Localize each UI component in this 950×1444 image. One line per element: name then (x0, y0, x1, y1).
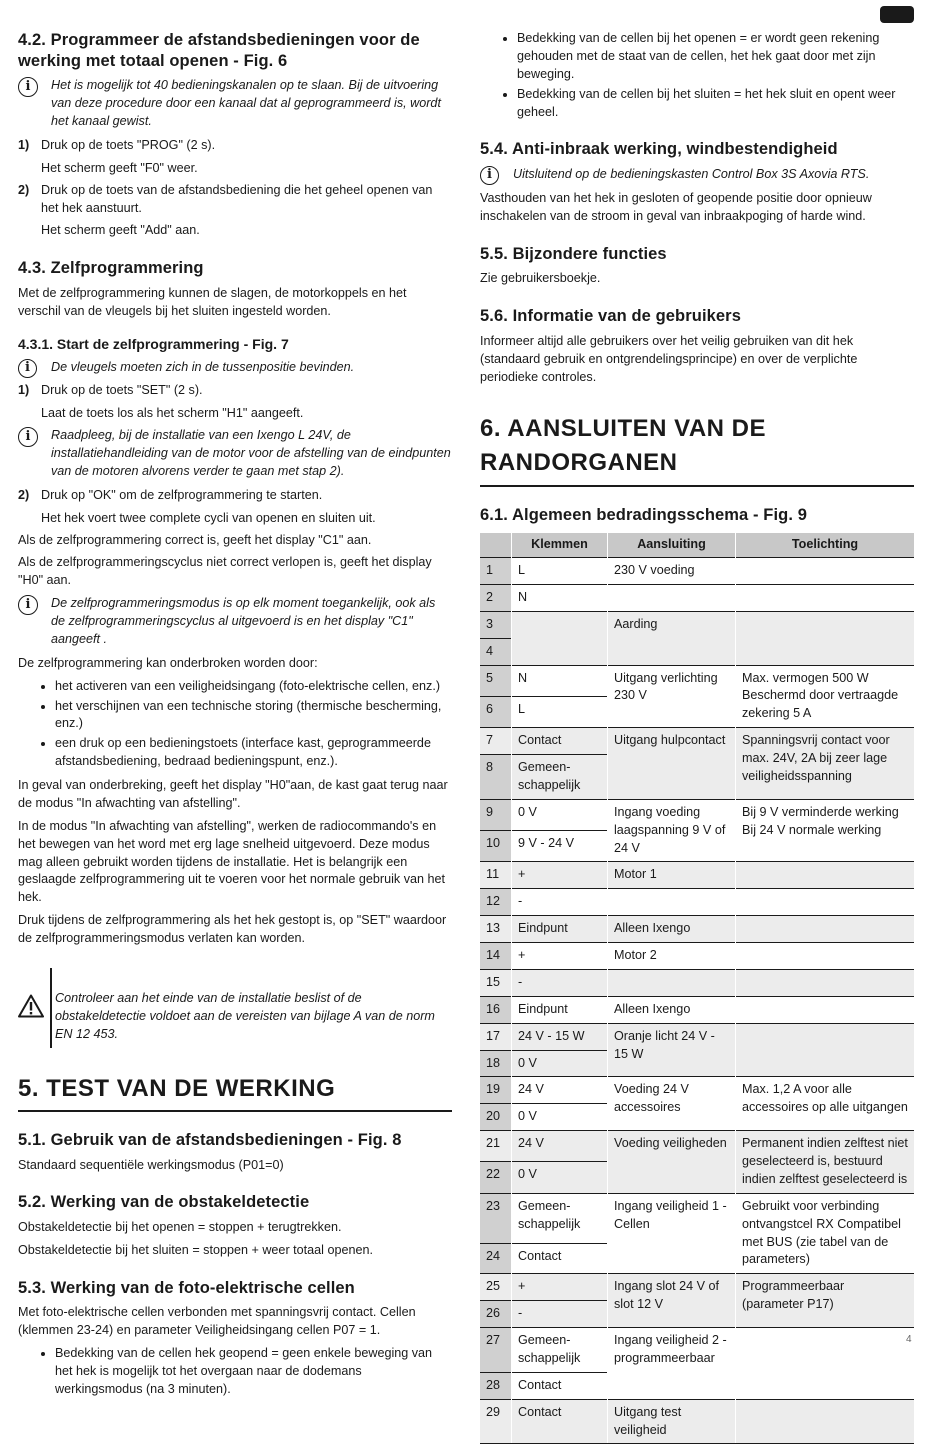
step-text: Druk op de toets van de afstandsbediening die het geheel openen van het hek aanstuurt. (41, 182, 433, 215)
info-note (18, 595, 452, 649)
terminal-number: 1 (480, 558, 512, 585)
connection: Ingang veiligheid 1 - Cellen (608, 1193, 736, 1274)
terminal-label: 24 V (512, 1077, 608, 1104)
header-klemmen: Klemmen (512, 533, 608, 557)
step-result: Het hek voert twee complete cycli van openen en sluiten uit. (41, 510, 376, 525)
table-row (480, 728, 914, 755)
terminal-label: 24 V (512, 1131, 608, 1162)
remark: Permanent indien zelftest niet geselecteerd is, bestuurd indien zelftest geselecteerd is (736, 1131, 915, 1194)
terminal-label: 0 V (512, 799, 608, 830)
paragraph: Informeer altijd alle gebruikers over het veilig gebruiken van dit hek (standaard gebruik en ontgrendelingsprincipe) en over de verplichte periodieke controles. (480, 333, 858, 384)
paragraph: Als de zelfprogrammeringscyclus niet correct verlopen is, geeft het display "H0" aan. (18, 555, 432, 588)
terminal-label: L (512, 558, 608, 585)
info-note (18, 359, 452, 377)
note-text: De zelfprogrammeringsmodus is op elk moment toegankelijk, ook als de zelfprogrammeringscyclus al uitgevoerd is en het display "C1" aangeeft . (51, 596, 436, 646)
warning-bar (50, 968, 52, 1048)
table-row (480, 1328, 914, 1373)
info-icon: i (480, 166, 499, 185)
header-toelichting: Toelichting (736, 533, 915, 557)
connection (608, 889, 736, 916)
step (18, 382, 452, 423)
connection: Alleen Ixengo (608, 996, 736, 1023)
paragraph: Vasthouden van het hek in gesloten of geopende positie door opnieuw inschakelen van de stroom in geval van inbraakpoging of harde wind. (480, 190, 872, 223)
step (18, 487, 452, 528)
step-result: Het scherm geeft "F0" weer. (41, 160, 198, 175)
section-4-2-title: 4.2. Programmeer de afstandsbedieningen voor de werking met totaal openen - Fig. 6 (18, 31, 420, 70)
terminal-label: Gemeen-schappelijk (512, 755, 608, 800)
connection: Alleen Ixengo (608, 916, 736, 943)
info-note (18, 77, 452, 131)
bullet-list (480, 30, 914, 121)
remark: Programmeerbaar (parameter P17) (736, 1274, 915, 1328)
note-text: Uitsluitend op de bedieningskasten Control Box 3S Axovia RTS. (513, 167, 870, 181)
warning-block (18, 968, 452, 1046)
warning-icon (18, 994, 44, 1018)
info-icon: i (18, 77, 38, 97)
page-number: 4 (906, 1334, 912, 1345)
terminal-number: 4 (480, 638, 512, 665)
note-text: Raadpleeg, bij de installatie van een Ixengo L 24V, de installatiehandleiding van de motor voor de afstelling van de eindpunten van de motoren alvorens verder te gaan met stap 2). (51, 428, 451, 478)
terminal-number: 23 (480, 1193, 512, 1243)
terminal-number: 14 (480, 943, 512, 970)
remark: Max. vermogen 500 W Beschermd door vertraagde zekering 5 A (736, 665, 915, 728)
terminal-number: 13 (480, 916, 512, 943)
terminal-label: Contact (512, 1399, 608, 1444)
remark (736, 969, 915, 996)
connection: Aarding (608, 611, 736, 665)
section-4-3-1-title: 4.3.1. Start de zelfprogrammering - Fig. 7 (18, 335, 289, 352)
info-note (480, 166, 914, 184)
info-icon: i (18, 595, 38, 615)
connection: 230 V voeding (608, 558, 736, 585)
language-tab (880, 6, 914, 23)
terminal-label: Contact (512, 1372, 608, 1399)
step-result: Laat de toets los als het scherm "H1" aangeeft. (41, 406, 304, 421)
remark (736, 1399, 915, 1444)
terminal-number: 27 (480, 1328, 512, 1373)
terminal-label: + (512, 862, 608, 889)
remark (736, 889, 915, 916)
terminal-number: 20 (480, 1104, 512, 1131)
paragraph: Met foto-elektrische cellen verbonden met spanningsvrij contact. Cellen (klemmen 23-24) en parameter Veiligheidsingang cellen P07 = 1. (18, 1305, 416, 1338)
connection: Uitgang test veiligheid (608, 1399, 736, 1444)
connection: Uitgang verlichting 230 V (608, 665, 736, 728)
section-5-2-title: 5.2. Werking van de obstakeldetectie (18, 1193, 310, 1212)
terminal-label: Gemeen-schappelijk (512, 1193, 608, 1243)
table-row (480, 558, 914, 585)
warning-text: Controleer aan het einde van de installatie beslist of de obstakeldetectie voldoet aan de vereisten van bijlage A van de norm EN 12 453. (55, 990, 435, 1041)
table-row (480, 862, 914, 889)
table-row (480, 1399, 914, 1444)
table-row (480, 996, 914, 1023)
terminal-label: Contact (512, 1244, 608, 1274)
table-header (480, 533, 914, 557)
terminal-number: 10 (480, 831, 512, 862)
terminal-number: 25 (480, 1274, 512, 1301)
remark (736, 916, 915, 943)
connection (608, 584, 736, 611)
list-item: • het activeren van een veiligheidsingang (foto-elektrische cellen, enz.) (55, 678, 452, 696)
remark (736, 862, 915, 889)
list-item: • het verschijnen van een technische storing (thermische bescherming, enz.) (55, 698, 452, 734)
terminal-number: 18 (480, 1050, 512, 1077)
paragraph: De zelfprogrammering kan onderbroken worden door: (18, 655, 318, 670)
remark (736, 996, 915, 1023)
connection: Ingang voeding laagspanning 9 V of 24 V (608, 799, 736, 862)
terminal-label: Contact (512, 728, 608, 755)
remark: Bij 9 V verminderde werking Bij 24 V normale werking (736, 799, 915, 862)
info-note (18, 427, 452, 481)
table-row (480, 969, 914, 996)
bullet-list (18, 678, 452, 771)
left-column (18, 30, 452, 1405)
terminal-number: 3 (480, 611, 512, 638)
terminal-number: 7 (480, 728, 512, 755)
header-aansluiting: Aansluiting (608, 533, 736, 557)
step (18, 137, 452, 178)
terminal-number: 15 (480, 969, 512, 996)
connection (608, 969, 736, 996)
section-6-1-title: 6.1. Algemeen bedradingsschema - Fig. 9 (480, 505, 807, 524)
list-item: • Bedekking van de cellen bij het openen = er wordt geen rekening gehouden met de staat van de cellen, het hek gaat door met zijn beweging. (517, 30, 914, 84)
paragraph: In de modus "In afwachting van afstelling", werken de radiocommando's en het bewegen van het word met erg lage snelheid uitgevoerd. Deze modus mag alleen gebruikt worden tijdens de installatie. Het is belangrijk een geslaagde zelfprogrammering uit te voeren voor het normale gebruik van het hek. (18, 818, 446, 905)
remark: Spanningsvrij contact voor max. 24V, 2A bij zeer lage veiligheidsspanning (736, 728, 915, 800)
terminal-label (512, 611, 608, 665)
table-row (480, 665, 914, 696)
step-result: Het scherm geeft "Add" aan. (41, 223, 200, 238)
info-icon: i (18, 359, 37, 378)
info-icon: i (18, 427, 38, 447)
connection: Motor 1 (608, 862, 736, 889)
remark: Max. 1,2 A voor alle accessoires op alle uitgangen (736, 1077, 915, 1131)
step-number: 1) (18, 137, 30, 152)
chapter-5-title: 5. TEST VAN DE WERKING (18, 1072, 452, 1112)
chapter-6-title: 6. AANSLUITEN VAN DE RANDORGANEN (480, 412, 914, 486)
terminal-label: 9 V - 24 V (512, 831, 608, 862)
paragraph: In geval van onderbreking, geeft het display "H0"aan, de kast gaat terug naar de modus "In afwachting van afstelling". (18, 778, 448, 810)
terminal-number: 21 (480, 1131, 512, 1162)
section-5-3-title: 5.3. Werking van de foto-elektrische cellen (18, 1278, 355, 1297)
table-row (480, 1131, 914, 1162)
terminal-number: 8 (480, 755, 512, 800)
section-5-6-title: 5.6. Informatie van de gebruikers (480, 307, 741, 326)
step-number: 2) (18, 487, 30, 502)
terminal-label: 24 V - 15 W (512, 1023, 608, 1050)
terminal-label: + (512, 1274, 608, 1301)
paragraph: Zie gebruikersboekje. (480, 271, 601, 286)
remark (736, 943, 915, 970)
connection: Uitgang hulpcontact (608, 728, 736, 800)
table-row (480, 799, 914, 830)
section-5-1-title: 5.1. Gebruik van de afstandsbedieningen - Fig. 8 (18, 1130, 402, 1149)
section-5-5-title: 5.5. Bijzondere functies (480, 244, 667, 263)
list-item: • Bedekking van de cellen bij het sluiten = het hek sluit en opent weer geheel. (517, 86, 914, 122)
terminal-number: 16 (480, 996, 512, 1023)
remark (736, 1328, 915, 1400)
terminal-label: N (512, 665, 608, 696)
table-row (480, 1274, 914, 1301)
paragraph: Standaard sequentiële werkingsmodus (P01=0) (18, 1157, 284, 1172)
terminal-label: Gemeen-schappelijk (512, 1328, 608, 1373)
connection: Motor 2 (608, 943, 736, 970)
paragraph: Druk tijdens de zelfprogrammering als het hek gestopt is, op "SET" waardoor de zelfprogrammeringsmodus verlaten kan worden. (18, 913, 447, 945)
table-row (480, 584, 914, 611)
terminal-label: - (512, 1301, 608, 1328)
table-row (480, 916, 914, 943)
terminal-number: 2 (480, 584, 512, 611)
table-row (480, 889, 914, 916)
terminal-number: 17 (480, 1023, 512, 1050)
terminal-label: - (512, 889, 608, 916)
connection: Voeding 24 V accessoires (608, 1077, 736, 1131)
terminal-number: 26 (480, 1301, 512, 1328)
connection: Ingang slot 24 V of slot 12 V (608, 1274, 736, 1328)
remark: Gebruikt voor verbinding ontvangstcel RX Compatibel met BUS (zie tabel van de parameters) (736, 1193, 915, 1274)
remark (736, 558, 915, 585)
table-row (480, 1193, 914, 1243)
terminal-number: 22 (480, 1162, 512, 1193)
section-5-4-title: 5.4. Anti-inbraak werking, windbestendigheid (480, 140, 838, 159)
step-number: 2) (18, 182, 30, 197)
terminal-number: 12 (480, 889, 512, 916)
terminal-label: Eindpunt (512, 996, 608, 1023)
wiring-table (480, 533, 914, 1444)
section-4-3-title: 4.3. Zelfprogrammering (18, 259, 204, 278)
terminal-number: 5 (480, 665, 512, 696)
remark (736, 584, 915, 611)
table-row (480, 611, 914, 638)
note-text: Het is mogelijk tot 40 bedieningskanalen op te slaan. Bij de uitvoering van deze procedure door een kanaal dat al geprogrammeerd is, wordt het kanaal gewist. (51, 78, 441, 128)
remark (736, 1023, 915, 1077)
terminal-label: L (512, 696, 608, 727)
paragraph: Obstakeldetectie bij het openen = stoppen + terugtrekken. (18, 1220, 342, 1235)
table-row (480, 943, 914, 970)
terminal-number: 24 (480, 1244, 512, 1274)
terminal-number: 29 (480, 1399, 512, 1444)
terminal-label: N (512, 584, 608, 611)
list-item: • Bedekking van de cellen hek geopend = geen enkele beweging van het hek is mogelijk tot het overgaan naar de dodemans werkingsmodus (na 3 minuten). (55, 1345, 452, 1399)
terminal-number: 6 (480, 696, 512, 727)
terminal-label: - (512, 969, 608, 996)
step-text: Druk op "OK" om de zelfprogrammering te starten. (41, 487, 323, 502)
step (18, 182, 452, 241)
paragraph: Met de zelfprogrammering kunnen de slagen, de motorkoppels en het verschil van de vleugels bij het sluiten ingesteld worden. (18, 285, 407, 318)
step-text: Druk op de toets "SET" (2 s). (41, 383, 203, 398)
remark (736, 611, 915, 665)
paragraph: Als de zelfprogrammering correct is, geeft het display "C1" aan. (18, 532, 372, 547)
connection: Ingang veiligheid 2 - programmeerbaar (608, 1328, 736, 1400)
connection: Oranje licht 24 V - 15 W (608, 1023, 736, 1077)
terminal-number: 11 (480, 862, 512, 889)
step-text: Druk op de toets "PROG" (2 s). (41, 137, 216, 152)
table-row (480, 1077, 914, 1104)
terminal-label: 0 V (512, 1162, 608, 1193)
right-column (480, 30, 914, 1444)
table-row (480, 1023, 914, 1050)
connection: Voeding veiligheden (608, 1131, 736, 1194)
list-item: • een druk op een bedieningstoets (interface kast, geprogrammeerde afstandsbediening, bedraad bedieningspunt, enz.). (55, 735, 452, 771)
terminal-label: Eindpunt (512, 916, 608, 943)
step-number: 1) (18, 383, 30, 398)
terminal-label: 0 V (512, 1104, 608, 1131)
header-number (480, 533, 512, 557)
terminal-label: 0 V (512, 1050, 608, 1077)
terminal-number: 28 (480, 1372, 512, 1399)
bullet-list (18, 1345, 452, 1399)
note-text: De vleugels moeten zich in de tussenpositie bevinden. (51, 359, 355, 374)
paragraph: Obstakeldetectie bij het sluiten = stoppen + weer totaal openen. (18, 1242, 373, 1257)
terminal-label: + (512, 943, 608, 970)
terminal-number: 19 (480, 1077, 512, 1104)
terminal-number: 9 (480, 799, 512, 830)
